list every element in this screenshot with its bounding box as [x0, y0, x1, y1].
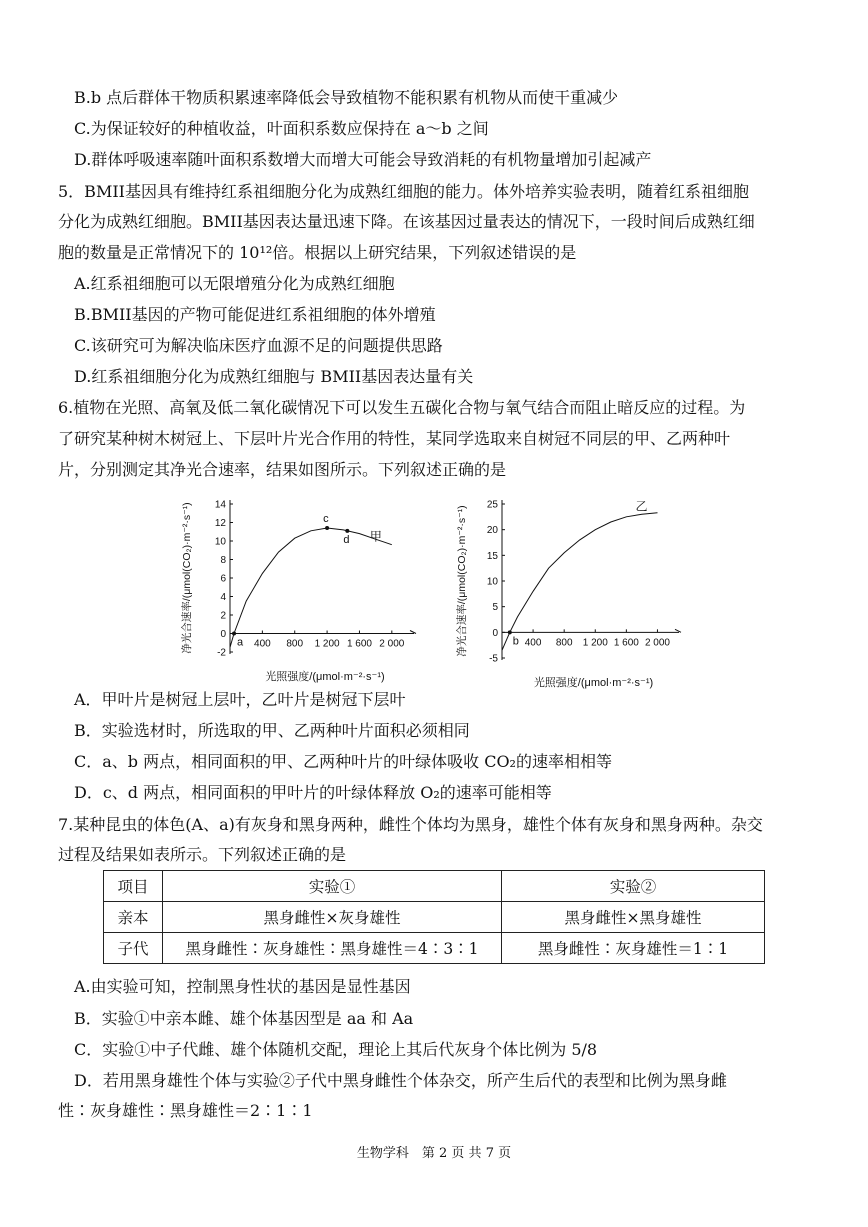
y-tick-label: 25 — [486, 499, 498, 511]
x-tick-label: 400 — [524, 637, 542, 649]
x-tick-label: 400 — [254, 638, 271, 650]
y-tick-label: 12 — [214, 518, 226, 529]
table-cell: 黑身雌性×灰身雄性 — [163, 902, 502, 933]
q7-option-c: C．实验①中子代雌、雄个体随机交配，理论上其后代灰身个体比例为 5/8 — [74, 1040, 598, 1059]
x-axis-label: 光照强度/(μmol·m⁻²·s⁻¹) — [533, 677, 654, 689]
table-row — [104, 902, 765, 933]
q5-option-d: D.红系祖细胞分化为成熟红细胞与 BMII基因表达量有关 — [74, 367, 474, 386]
point-label: c — [323, 513, 329, 526]
page-footer: 生物学科 第 2 页 共 7 页 — [356, 1146, 512, 1161]
table-cell: 黑身雌性∶灰身雄性＝1∶1 — [502, 933, 765, 964]
data-point — [232, 632, 236, 636]
q5-option-c: C.该研究可为解决临床医疗血源不足的问题提供思路 — [74, 336, 443, 355]
y-tick-label: -5 — [489, 653, 498, 665]
series-curve — [230, 528, 392, 647]
x-tick-label: 1 600 — [346, 638, 372, 650]
data-point — [325, 526, 329, 530]
table-cell: 黑身雌性×黑身雄性 — [502, 902, 765, 933]
q6-option-d: D．c、d 两点，相同面积的甲叶片的叶绿体释放 O₂的速率可能相等 — [74, 783, 552, 802]
table-header-cell: 项目 — [104, 871, 163, 902]
q6-stem-line-1: 6.植物在光照、高氧及低二氧化碳情况下可以发生五碳化合物与氧气结合而阻止暗反应的过程。为 — [58, 398, 746, 417]
cross-results-table — [103, 870, 765, 964]
q4-option-c: C.为保证较好的种植收益，叶面积系数应保持在 a～b 之间 — [74, 119, 489, 138]
q7-option-b: B．实验①中亲本雌、雄个体基因型是 aa 和 Aa — [74, 1009, 414, 1028]
q6-option-c: C．a、b 两点，相同面积的甲、乙两种叶片的叶绿体吸收 CO₂的速率相相等 — [74, 752, 612, 771]
table-cell: 黑身雌性∶灰身雄性∶黑身雄性＝4∶3∶1 — [163, 933, 502, 964]
q5-stem-line-3: 胞的数量是正常情况下的 10¹²倍。根据以上研究结果，下列叙述错误的是 — [58, 243, 577, 262]
q4-option-d: D.群体呼吸速率随叶面积系数增大而增大可能会导致消耗的有机物量增加引起减产 — [74, 150, 652, 169]
y-axis-label: 净光合速率/(μmol(CO₂)·m⁻²·s⁻¹) — [456, 505, 468, 657]
q7-option-d: D．若用黑身雄性个体与实验②子代中黑身雌性个体杂交，所产生后代的表型和比例为黑身雌 — [74, 1071, 727, 1090]
table-header-cell: 实验① — [163, 871, 502, 902]
q6-option-a: A．甲叶片是树冠上层叶，乙叶片是树冠下层叶 — [74, 690, 406, 709]
chart-jia — [180, 490, 430, 683]
y-tick-label: 0 — [492, 627, 498, 639]
x-tick-label: 800 — [555, 637, 573, 649]
y-tick-label: 4 — [220, 592, 226, 603]
chart-yi — [455, 490, 695, 689]
table-header-row — [104, 871, 765, 902]
y-tick-label: 5 — [492, 602, 498, 614]
y-tick-label: 0 — [220, 629, 226, 640]
q7-option-a: A.由实验可知，控制黑身性状的基因是显性基因 — [74, 977, 411, 996]
q6-stem-line-2: 了研究某种树木树冠上、下层叶片光合作用的特性，某同学选取来自树冠不同层的甲、乙两种叶 — [58, 429, 731, 448]
data-point — [508, 630, 512, 634]
y-tick-label: 14 — [214, 499, 226, 511]
y-tick-label: 6 — [220, 573, 226, 585]
point-label: a — [237, 636, 244, 649]
point-label: b — [512, 635, 519, 648]
q7-stem-line-2: 过程及结果如表所示。下列叙述正确的是 — [58, 845, 347, 864]
x-axis-label: 光照强度/(μmol·m⁻²·s⁻¹) — [265, 671, 385, 683]
q5-option-b: B.BMII基因的产物可能促进红系祖细胞的体外增殖 — [74, 305, 436, 324]
table-header-cell: 实验② — [502, 871, 765, 902]
y-tick-label: 10 — [214, 536, 226, 548]
series-label: 甲 — [369, 529, 382, 544]
x-tick-label: 2 000 — [379, 638, 405, 650]
y-axis-label: 净光合速率/(μmol(CO₂)·m⁻²·s⁻¹) — [181, 502, 193, 654]
q7-stem-line-1: 7.某种昆虫的体色(A、a)有灰身和黑身两种，雌性个体均为黑身，雄性个体有灰身和黑身两种。杂交 — [58, 815, 763, 834]
y-tick-label: -2 — [217, 647, 226, 659]
point-label: d — [343, 533, 350, 546]
q5-stem-line-2: 分化为成熟红细胞。BMII基因表达量迅速下降。在该基因过量表达的情况下，一段时间后成熟红细 — [58, 212, 755, 231]
q7-option-d-cont: 性∶灰身雄性∶黑身雄性＝2∶1∶1 — [58, 1101, 313, 1120]
table-row — [104, 933, 765, 964]
x-tick-label: 800 — [286, 638, 304, 650]
q5-option-a: A.红系祖细胞可以无限增殖分化为成熟红细胞 — [74, 274, 395, 293]
table-cell: 亲本 — [104, 902, 163, 933]
q4-option-b: B.b 点后群体干物质积累速率降低会导致植物不能积累有机物从而使干重减少 — [74, 88, 619, 107]
table-cell: 子代 — [104, 933, 163, 964]
y-tick-label: 2 — [220, 610, 226, 622]
y-tick-label: 8 — [220, 555, 226, 566]
x-tick-label: 1 200 — [582, 637, 608, 649]
q6-option-b: B．实验选材时，所选取的甲、乙两种叶片面积必须相同 — [74, 721, 470, 740]
q5-stem-line-1: 5．BMII基因具有维持红系祖细胞分化为成熟红细胞的能力。体外培养实验表明，随着红系祖细胞 — [58, 182, 749, 201]
y-tick-label: 20 — [486, 525, 498, 537]
x-tick-label: 1 200 — [314, 638, 340, 650]
x-tick-label: 1 600 — [613, 637, 639, 649]
data-point — [345, 529, 349, 533]
x-tick-label: 2 000 — [644, 637, 670, 649]
series-label: 乙 — [635, 499, 648, 514]
y-tick-label: 15 — [486, 550, 498, 562]
series-curve — [502, 513, 658, 651]
q6-stem-line-3: 片，分别测定其净光合速率，结果如图所示。下列叙述正确的是 — [58, 460, 507, 479]
y-tick-label: 10 — [486, 576, 498, 588]
